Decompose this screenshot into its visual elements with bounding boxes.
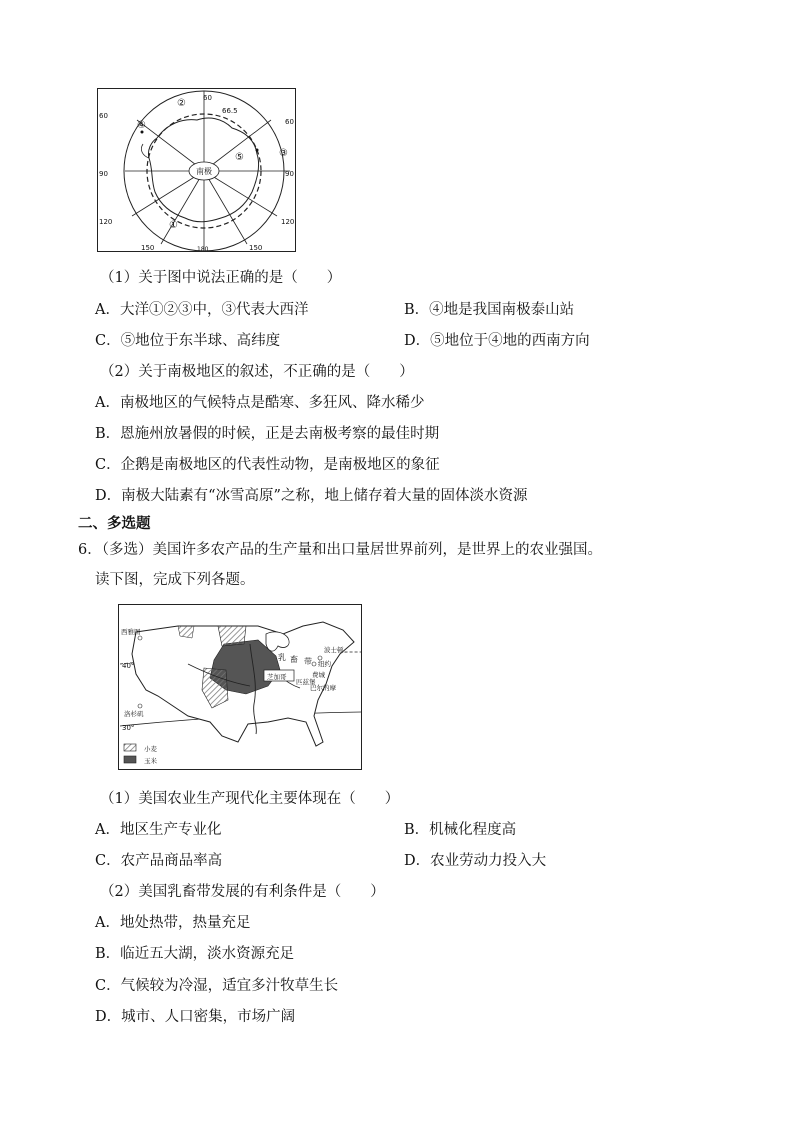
q5-sub2-option-a[interactable]: A．南极地区的气候特点是酷寒、多狂风、降水稀少 (95, 395, 425, 411)
marker-2: ② (177, 98, 186, 109)
marker-1: ① (169, 220, 178, 231)
q6-intro-2: 读下图，完成下列各题。 (95, 572, 255, 588)
lon-label: 120 (281, 218, 295, 226)
q6-sub2-option-b[interactable]: B．临近五大湖，淡水资源充足 (95, 946, 295, 962)
antarctica-map (97, 88, 296, 252)
lon-label: 150 (249, 244, 263, 252)
q6-sub2-stem: （2）美国乳畜带发展的有利条件是（ ） (100, 884, 385, 900)
q5-sub1-stem: （1）关于图中说法正确的是（ ） (100, 270, 342, 286)
lon-label: 180 (197, 246, 209, 252)
q6-sub1-option-a[interactable]: A．地区生产专业化 (95, 822, 222, 838)
q6-sub2-option-d[interactable]: D．城市、人口密集，市场广阔 (95, 1009, 296, 1025)
lon-label: 60 (99, 112, 108, 120)
lat-label-40: 40° (122, 662, 135, 670)
marker-5: ⑤ (235, 152, 244, 163)
q5-sub1-option-c[interactable]: C．⑤地位于东半球、高纬度 (95, 333, 281, 349)
q6-sub2-option-a[interactable]: A．地处热带，热量充足 (95, 915, 251, 931)
city-label: 匹兹堡 (296, 678, 316, 686)
q5-sub2-option-d[interactable]: D．南极大陆素有“冰雪高原”之称，地上储存着大量的固体淡水资源 (95, 488, 528, 504)
q6-sub1-option-b[interactable]: B．机械化程度高 (404, 822, 517, 838)
belt-label: 畜 (290, 655, 298, 664)
lon-label: 150 (141, 244, 155, 252)
q5-sub1-option-d[interactable]: D．⑤地位于④地的西南方向 (404, 333, 590, 349)
legend-corn: 玉米 (144, 757, 157, 765)
q5-sub2-stem: （2）关于南极地区的叙述，不正确的是（ ） (100, 364, 414, 380)
belt-label: 带 (304, 657, 312, 666)
marker-4: ④ (137, 120, 146, 131)
q6-sub1-stem: （1）美国农业生产现代化主要体现在（ ） (100, 791, 400, 807)
marker-3: ③ (279, 148, 288, 159)
lat-label-30: 30° (122, 724, 135, 732)
lat-label: 66.5 (222, 107, 238, 115)
belt-label: 乳 (278, 653, 286, 662)
lon-label: 60 (285, 118, 294, 126)
lon-label: 90 (285, 170, 294, 178)
q5-sub1-option-b[interactable]: B．④地是我国南极泰山站 (404, 302, 575, 318)
wheat-region-north (218, 626, 246, 646)
city-label: 巴尔的摩 (310, 684, 336, 692)
city-label: 芝加哥 (267, 673, 287, 681)
city-label: 纽约 (318, 660, 331, 668)
legend-wheat: 小麦 (144, 745, 157, 753)
q6-sub1-option-d[interactable]: D．农业劳动力投入大 (404, 853, 547, 869)
pole-label: 南极 (196, 167, 212, 176)
q6-sub2-option-c[interactable]: C．气候较为冷湿，适宜多汁牧草生长 (95, 978, 339, 994)
city-label: 费城 (312, 671, 325, 679)
section-heading: 二、多选题 (78, 516, 151, 532)
city-label: 洛杉矶 (124, 710, 144, 718)
usa-agriculture-map (118, 604, 362, 770)
q6-sub1-option-c[interactable]: C．农产品商品率高 (95, 853, 223, 869)
city-label: 西雅图 (121, 628, 141, 636)
lon-label: 120 (99, 218, 113, 226)
q5-sub2-option-b[interactable]: B．恩施州放暑假的时候，正是去南极考察的最佳时期 (95, 426, 440, 442)
q5-sub2-option-c[interactable]: C．企鹅是南极地区的代表性动物，是南极地区的象征 (95, 457, 440, 473)
lon-label: 90 (99, 170, 108, 178)
q5-sub1-option-a[interactable]: A．大洋①②③中，③代表大西洋 (95, 302, 309, 318)
q6-intro: 6．（多选）美国许多农产品的生产量和出口量居世界前列，是世界上的农业强国。 (78, 542, 602, 558)
city-label: 波士顿 (324, 646, 344, 654)
lon-label: 60 (203, 94, 212, 102)
